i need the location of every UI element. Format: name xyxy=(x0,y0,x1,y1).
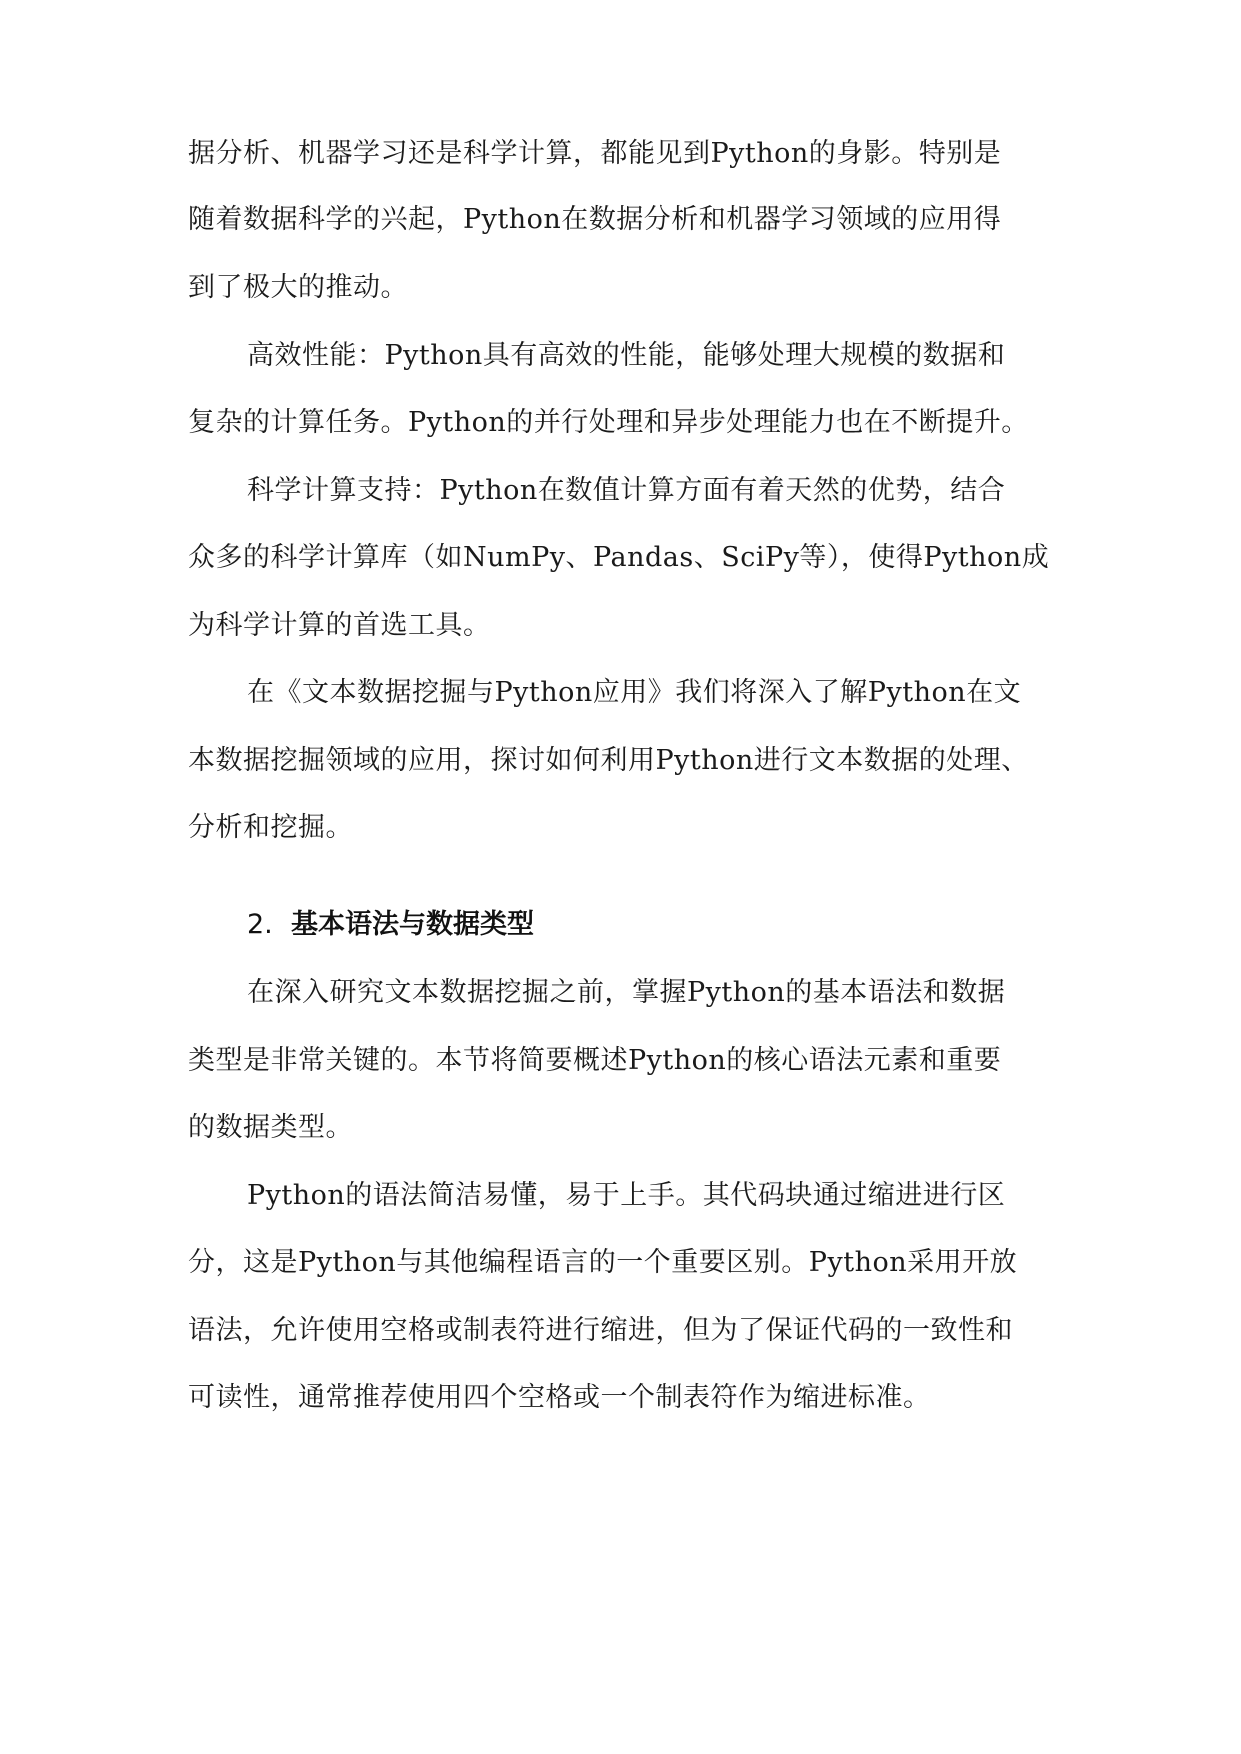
section-heading xyxy=(247,905,534,945)
paragraph-4-line-1: 在《文本数据挖掘与Python应用》我们将深入了解Python在文 xyxy=(247,677,1022,708)
section-paragraph-1-line-1: 在深入研究文本数据挖掘之前，掌握Python的基本语法和数据 xyxy=(247,977,1006,1008)
paragraph-3-line-1: 科学计算支持：Python在数值计算方面有着天然的优势，结合 xyxy=(247,475,1006,506)
paragraph-1-line-2: 随着数据科学的兴起，Python在数据分析和机器学习领域的应用得 xyxy=(188,204,1002,235)
paragraph-4-line-2: 本数据挖掘领域的应用，探讨如何利用Python进行文本数据的处理、 xyxy=(188,745,1029,776)
section-paragraph-1-line-3: 的数据类型。 xyxy=(188,1112,353,1143)
section-paragraph-1-line-2: 类型是非常关键的。本节将简要概述Python的核心语法元素和重要 xyxy=(188,1045,1002,1076)
section-paragraph-2-line-3: 语法，允许使用空格或制表符进行缩进，但为了保证代码的一致性和 xyxy=(188,1315,1013,1346)
section-paragraph-2-line-4: 可读性，通常推荐使用四个空格或一个制表符作为缩进标准。 xyxy=(188,1382,931,1413)
section-paragraph-2-line-2: 分，这是Python与其他编程语言的一个重要区别。Python采用开放 xyxy=(188,1247,1018,1278)
paragraph-2-line-1: 高效性能：Python具有高效的性能，能够处理大规模的数据和 xyxy=(247,340,1006,371)
paragraph-1-line-3: 到了极大的推动。 xyxy=(188,272,408,303)
paragraph-1-line-1: 据分析、机器学习还是科学计算，都能见到Python的身影。特别是 xyxy=(188,138,1002,169)
section-title: 基本语法与数据类型 xyxy=(291,909,534,940)
paragraph-3-line-2: 众多的科学计算库（如NumPy、Pandas、SciPy等），使得Python成 xyxy=(188,542,1050,573)
section-paragraph-2-line-1: Python的语法简洁易懂，易于上手。其代码块通过缩进进行区 xyxy=(247,1180,1006,1211)
paragraph-2-line-2: 复杂的计算任务。Python的并行处理和异步处理能力也在不断提升。 xyxy=(188,407,1029,438)
paragraph-3-line-3: 为科学计算的首选工具。 xyxy=(188,610,491,641)
paragraph-4-line-3: 分析和挖掘。 xyxy=(188,812,353,843)
section-number: 2. xyxy=(247,909,273,940)
